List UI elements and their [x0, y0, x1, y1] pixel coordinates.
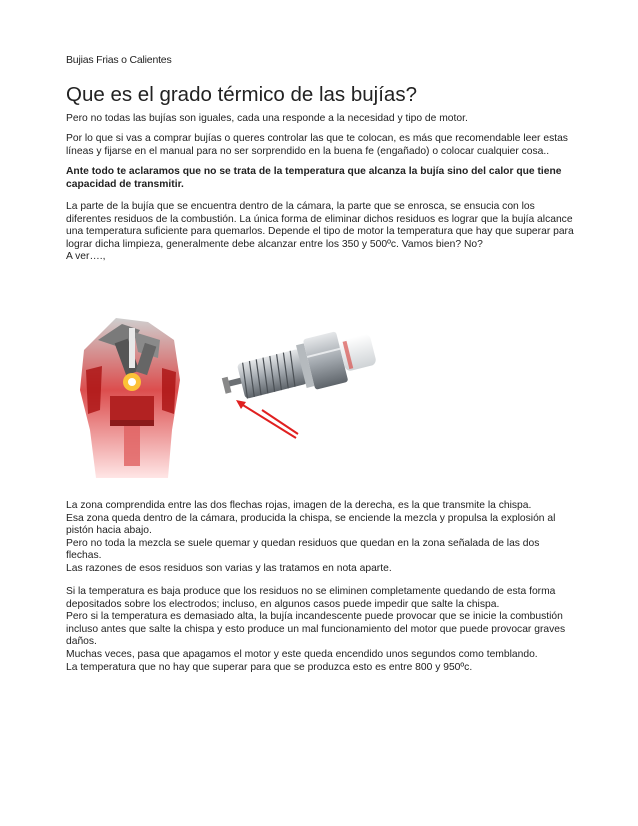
paragraph-line: flechas. [66, 550, 102, 562]
paragraph-line: A ver…., [66, 251, 106, 263]
paragraph-line: daños. [66, 636, 97, 648]
paragraph-line: Las razones de esos residuos son varias y las tratamos en nota aparte. [66, 562, 392, 574]
paragraph-line: Pero si la temperatura es demasiado alta, la bujía incandescente puede provocar que se inicie la combustión [66, 611, 563, 623]
paragraph-line: una temperatura suficiente para quemarlos. Depende el tipo de motor la temperatura que hay que superar para [66, 226, 574, 238]
illustration-figure [76, 310, 386, 478]
paragraph-line: Pero no toda la mezcla se suele quemar y quedan residuos que quedan en la zona señalada de las dos [66, 537, 540, 549]
spark-plug-image [217, 323, 379, 438]
paragraph-line: pistón hacia abajo. [66, 525, 152, 537]
paragraph-line: Si la temperatura es baja produce que los residuos no se eliminen completamente quedando de esta forma [66, 586, 556, 597]
page-title: Que es el grado térmico de las bujías? [66, 83, 417, 106]
paragraph-line: Esa zona queda dentro de la cámara, producida la chispa, se enciende la mezcla y propulsa la explosión al [66, 512, 556, 524]
illustration-svg [76, 310, 386, 478]
paragraph-5 [66, 500, 586, 576]
paragraph-line: Muchas veces, pasa que apagamos el motor y este queda encendido unos segundos como temblando. [66, 648, 538, 660]
paragraph-line: lograr dicha limpieza, generalmente debe alcanzar entre los 350 y 500ºc. Vamos bien? No? [66, 238, 483, 250]
paragraph-line: La parte de la bujía que se encuentra dentro de la cámara, la parte que se enrosca, se ensucia con los [66, 201, 535, 212]
paragraph-line: Pero no todas las bujías son iguales, cada una responde a la necesidad y tipo de motor. [66, 113, 468, 124]
paragraph-6 [66, 586, 586, 674]
paragraph-1 [66, 113, 586, 126]
paragraph-line: diferentes residuos de la combustión. La única forma de eliminar dichos residuos es lograr que la bujía alcance [66, 213, 573, 225]
paragraph-line: La temperatura que no hay que superar para que se produzca esto es entre 800 y 950ºc. [66, 661, 473, 673]
paragraph-2 [66, 133, 586, 158]
paragraph-line: Por lo que si vas a comprar bujías o queres controlar las que te colocan, es más que recomendable leer estas [66, 133, 568, 144]
paragraph-line: incluso antes que salte la chispa y esto produce un mal funcionamiento del motor que puede provocar graves [66, 623, 566, 635]
paragraph-line: depositados sobre los electrodos; incluso, en algunos casos puede impedir que salte la chispa. [66, 598, 500, 610]
engine-cutaway-image [80, 318, 180, 478]
red-arrows [238, 402, 298, 438]
paragraph-line: líneas y fijarse en el manual para no ser sorprendido en la buena fe (engañado) o colocar cualquier cosa.. [66, 145, 550, 157]
paragraph-line: La zona comprendida entre las dos flechas rojas, imagen de la derecha, es la que transmite la chispa. [66, 500, 532, 511]
page-header: Bujias Frias o Calientes [66, 54, 172, 66]
paragraph-line: Ante todo te aclaramos que no se trata de la temperatura que alcanza la bujía sino del calor que tiene [66, 166, 562, 177]
paragraph-4 [66, 201, 586, 264]
paragraph-3-bold [66, 166, 586, 191]
paragraph-line: capacidad de transmitir. [66, 178, 184, 190]
